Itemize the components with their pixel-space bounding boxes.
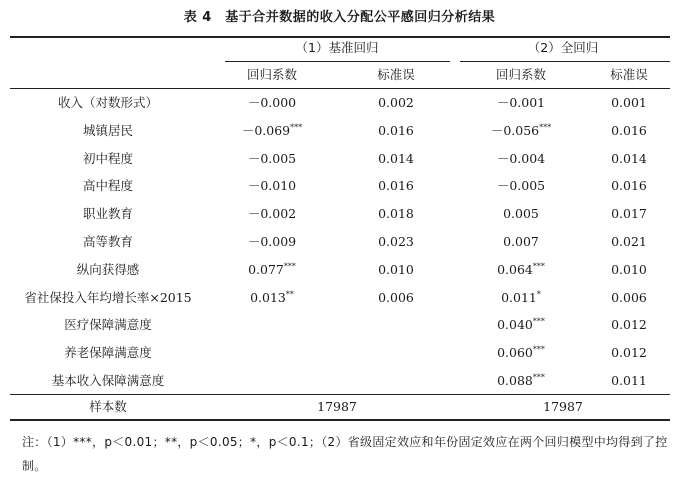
coef-baseline [248,206,296,222]
table-note: 注：（1）***，p＜0.01；**，p＜0.05；*，p＜0.1；（2）省级固定效应和年份固定效应在两个回归模型中均得到了控制。 [22,435,668,473]
coef-full-value: －0.004 [496,151,546,166]
coef-baseline-value: －0.000 [247,95,297,110]
coef-baseline [250,290,294,306]
row-label [83,206,133,222]
group-header-full: （2）全回归 [527,40,599,55]
se-full [611,95,647,111]
se-baseline-value: 0.016 [378,123,414,138]
se-baseline-value: 0.016 [378,178,414,193]
se-full-value: 0.016 [611,123,647,138]
table-title: 表 4 基于合并数据的收入分配公平感回归分析结果 [183,10,496,25]
coef-baseline [248,95,296,111]
coef-baseline [248,234,296,250]
coef-full [497,95,545,111]
se-full-value: 0.016 [611,178,647,193]
row-label-value: 职业教育 [82,206,134,221]
coef-full-value: 0.064 [497,262,533,277]
significance-stars: *** [539,122,552,132]
coef-full [491,123,551,139]
row-label-value: 初中程度 [82,151,134,166]
coef-full [497,373,545,389]
row-label [58,95,158,111]
row-label-value: 医疗保障满意度 [64,317,152,332]
subheader-coef-2: 回归系数 [495,67,547,82]
coef-full-value: －0.001 [496,95,546,110]
coef-full [497,262,545,278]
row-label [77,262,140,278]
se-full-value: 0.021 [611,234,647,249]
se-baseline [378,178,414,194]
group-underline-full [460,61,670,62]
coef-full-value: 0.007 [503,234,539,249]
coef-full [503,206,539,222]
coef-full [497,345,545,361]
se-full [611,206,647,222]
significance-stars: *** [532,344,545,354]
se-full [611,178,647,194]
significance-stars: ** [285,289,294,299]
se-baseline-value: 0.002 [378,95,414,110]
se-full-value: 0.017 [611,206,647,221]
coef-baseline-value: －0.009 [247,234,297,249]
sample-size-full: 17987 [543,399,583,414]
coef-full-value: 0.040 [497,317,533,332]
significance-stars: *** [532,261,545,271]
coef-full [497,317,545,333]
row-label-value: 城镇居民 [82,123,134,138]
se-baseline-value: 0.014 [378,151,414,166]
coef-baseline [242,123,302,139]
coef-baseline-value: －0.010 [247,178,297,193]
coef-baseline-value: 0.013 [250,290,286,305]
row-label [64,345,152,361]
header-bottom-rule [10,88,670,89]
se-full [611,373,647,389]
row-label [52,373,165,389]
coef-baseline [248,151,296,167]
coef-full-value: 0.060 [497,345,533,360]
row-label [24,290,191,306]
coef-full [497,178,545,194]
subheader-se-1: 标准误 [377,67,415,82]
se-baseline [378,206,414,222]
subheader-coef-1: 回归系数 [246,67,298,82]
se-baseline-value: 0.010 [378,262,414,277]
coef-baseline-value: －0.069 [241,123,291,138]
se-full [611,262,647,278]
coef-full-value: －0.005 [496,178,546,193]
se-full-value: 0.006 [611,290,647,305]
se-full-value: 0.001 [611,95,647,110]
sample-top-rule [10,394,670,395]
coef-baseline-value: －0.002 [247,206,297,221]
row-label-value: 纵向获得感 [76,262,140,277]
group-underline-baseline [225,61,450,62]
bottom-rule [10,419,670,421]
significance-stars: *** [290,122,303,132]
coef-full-value: 0.011 [501,290,537,305]
se-full [611,317,647,333]
se-baseline [378,290,414,306]
row-label [83,151,133,167]
se-full-value: 0.012 [611,317,647,332]
se-full [611,151,647,167]
sample-size-label: 样本数 [89,399,127,414]
subheader-se-2: 标准误 [610,67,648,82]
significance-stars: *** [283,261,296,271]
se-full [611,234,647,250]
se-full-value: 0.012 [611,345,647,360]
row-label-value: 省社保投入年均增长率×2015 [24,290,192,305]
row-label [64,317,152,333]
se-baseline [378,151,414,167]
coef-full [503,234,539,250]
group-header-baseline: （1）基准回归 [295,40,379,55]
se-full [611,345,647,361]
se-baseline-value: 0.006 [378,290,414,305]
significance-stars: *** [532,316,545,326]
row-label [83,178,133,194]
se-baseline [378,262,414,278]
coef-baseline [248,262,296,278]
row-label-value: 养老保障满意度 [64,345,152,360]
row-label [83,234,133,250]
row-label-value: 高等教育 [82,234,134,249]
significance-stars: * [536,289,541,299]
se-baseline [378,234,414,250]
se-full [611,123,647,139]
sample-size-baseline: 17987 [317,399,357,414]
row-label-value: 收入（对数形式） [57,95,159,110]
significance-stars: *** [532,372,545,382]
se-full-value: 0.014 [611,151,647,166]
se-full-value: 0.010 [611,262,647,277]
se-baseline [378,123,414,139]
coef-baseline-value: 0.077 [248,262,284,277]
row-label-value: 基本收入保障满意度 [51,373,165,388]
row-label [83,123,133,139]
coef-full [501,290,541,306]
coef-full-value: －0.056 [490,123,540,138]
row-label-value: 高中程度 [82,178,134,193]
coef-full-value: 0.005 [503,206,539,221]
se-baseline-value: 0.023 [378,234,414,249]
coef-full-value: 0.088 [497,373,533,388]
coef-baseline [248,178,296,194]
se-full [611,290,647,306]
se-baseline [378,95,414,111]
se-baseline-value: 0.018 [378,206,414,221]
coef-full [497,151,545,167]
se-full-value: 0.011 [611,373,647,388]
coef-baseline-value: －0.005 [247,151,297,166]
top-rule [10,36,670,38]
